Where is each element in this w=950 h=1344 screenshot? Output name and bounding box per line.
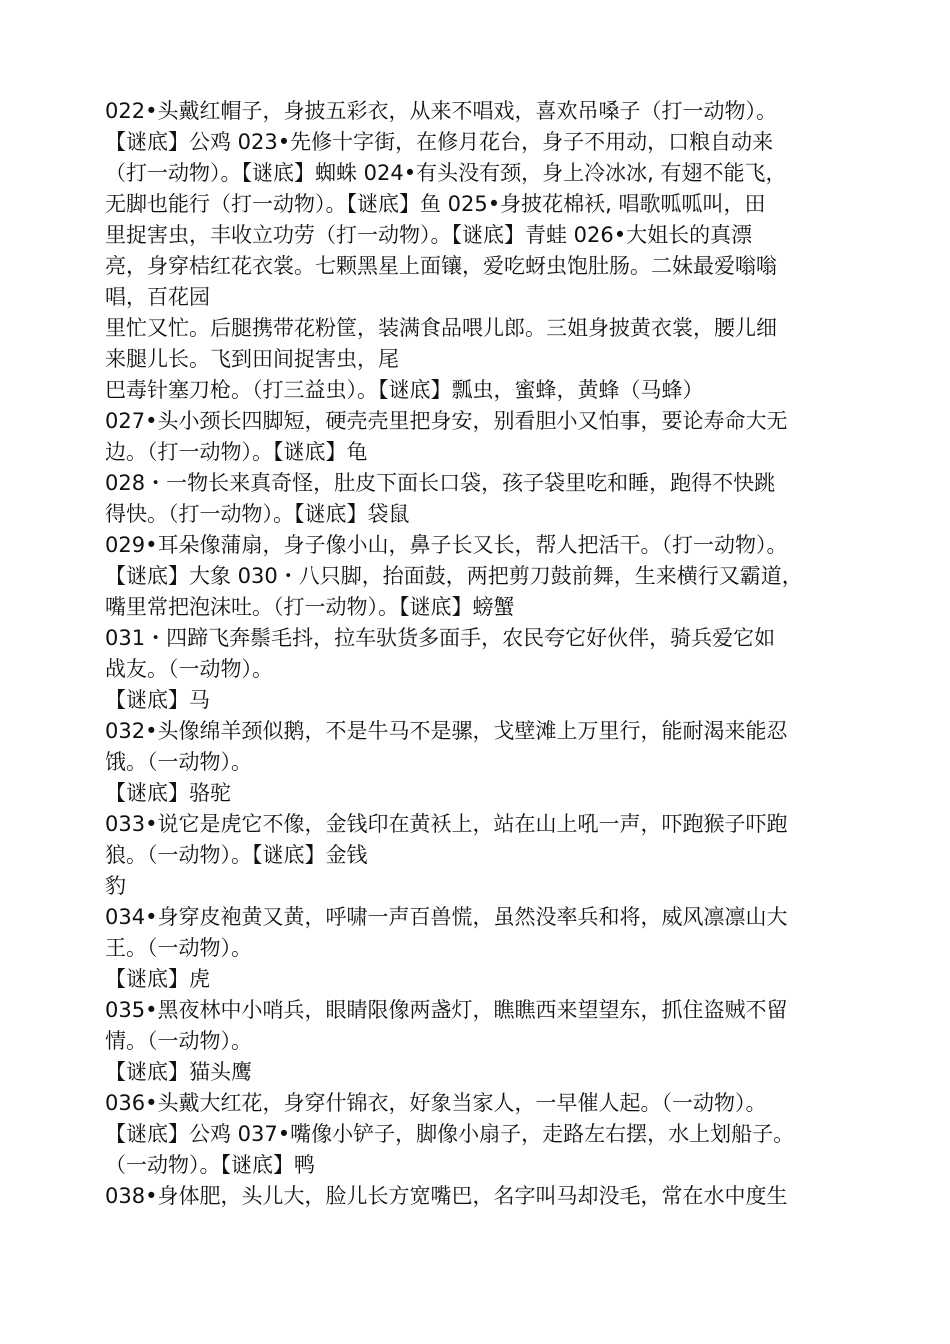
text-line: 【谜底】公鸡 023•先修十字街，在修月花台，身子不用动，口粮自动来 [105, 130, 774, 154]
text-line: 027•头小颈长四脚短，硬壳壳里把身安，别看胆小又怕事，要论寿命大无 [105, 409, 788, 433]
text-line: 唱，百花园 [105, 285, 210, 309]
text-line: 里忙又忙。后腿携带花粉筐，装满食品喂儿郎。三姐身披黄衣裳，腰儿细 [105, 316, 777, 340]
text-line: 033•说它是虎它不像，金钱印在黄袄上，站在山上吼一声，吓跑猴子吓跑 [105, 812, 788, 836]
text-line: 里捉害虫，丰收立功劳（打一动物）。【谜底】青蛙 026•大姐长的真漂 [105, 223, 753, 247]
text-line: 亮，身穿桔红花衣裳。七颗黑星上面镶，爱吃蚜虫饱肚肠。二妹最爱嗡嗡 [105, 254, 777, 278]
text-line: 【谜底】大象 030・八只脚，抬面鼓，两把剪刀鼓前舞，生来横行又霸道， [105, 564, 803, 588]
text-line: 022•头戴红帽子，身披五彩衣，从来不唱戏，喜欢吊嗓子（打一动物）。 [105, 99, 777, 123]
text-line: 饿。（一动物）。 [105, 750, 252, 774]
text-line: 【谜底】虎 [105, 967, 210, 991]
text-line: 狼。（一动物）。【谜底】金钱 [105, 843, 368, 867]
text-line: 035•黑夜林中小哨兵，眼睛限像两盏灯，瞧瞧西来望望东，抓住盗贼不留 [105, 998, 788, 1022]
text-line: 来腿儿长。飞到田间捉害虫，尾 [105, 347, 399, 371]
text-line: 情。（一动物）。 [105, 1029, 252, 1053]
text-line: 【谜底】猫头鹰 [105, 1060, 252, 1084]
text-line: 豹 [105, 874, 126, 898]
text-line: 【谜底】骆驼 [105, 781, 231, 805]
text-line: 战友。（一动物）。 [105, 657, 273, 681]
text-line: 038•身体肥，头儿大，脸儿长方宽嘴巴，名字叫马却没毛，常在水中度生 [105, 1184, 788, 1208]
text-line: 036•头戴大红花，身穿什锦衣，好象当家人，一早催人起。（一动物）。 [105, 1091, 767, 1115]
text-line: 王。（一动物）。 [105, 936, 252, 960]
text-line: （打一动物）。【谜底】蜘蛛 024•有头没有颈，身上冷冰冰, 有翅不能飞， [105, 161, 787, 185]
text-line: 嘴里常把泡沫吐。（打一动物）。【谜底】螃蟹 [105, 595, 515, 619]
text-line: 029•耳朵像蒲扇，身子像小山，鼻子长又长，帮人把活干。（打一动物）。 [105, 533, 788, 557]
text-line: 031・四蹄飞奔鬃毛抖，拉车驮货多面手，农民夸它好伙伴，骑兵爱它如 [105, 626, 776, 650]
text-line: 034•身穿皮袍黄又黄，呼啸一声百兽慌，虽然没率兵和将，威风凛凛山大 [105, 905, 788, 929]
text-line: 028・一物长来真奇怪，肚皮下面长口袋，孩子袋里吃和睡，跑得不快跳 [105, 471, 776, 495]
text-line: 032•头像绵羊颈似鹅，不是牛马不是骡，戈壁滩上万里行，能耐渴来能忍 [105, 719, 788, 743]
text-line: 巴毒针塞刀枪。（打三益虫）。【谜底】瓢虫，蜜蜂，黄蜂（马蜂） [105, 378, 704, 402]
text-line: 得快。（打一动物）。【谜底】袋鼠 [105, 502, 410, 526]
text-line: 无脚也能行（打一动物）。【谜底】鱼 025•身披花棉袄, 唱歌呱呱叫，田 [105, 192, 766, 216]
text-line: 边。（打一动物）。【谜底】龟 [105, 440, 368, 464]
text-line: 【谜底】公鸡 037•嘴像小铲子，脚像小扇子，走路左右摆，水上划船子。 [105, 1122, 795, 1146]
document-page [105, 96, 885, 1212]
text-line: 【谜底】马 [105, 688, 210, 712]
text-line: （一动物）。【谜底】鸭 [105, 1153, 315, 1177]
